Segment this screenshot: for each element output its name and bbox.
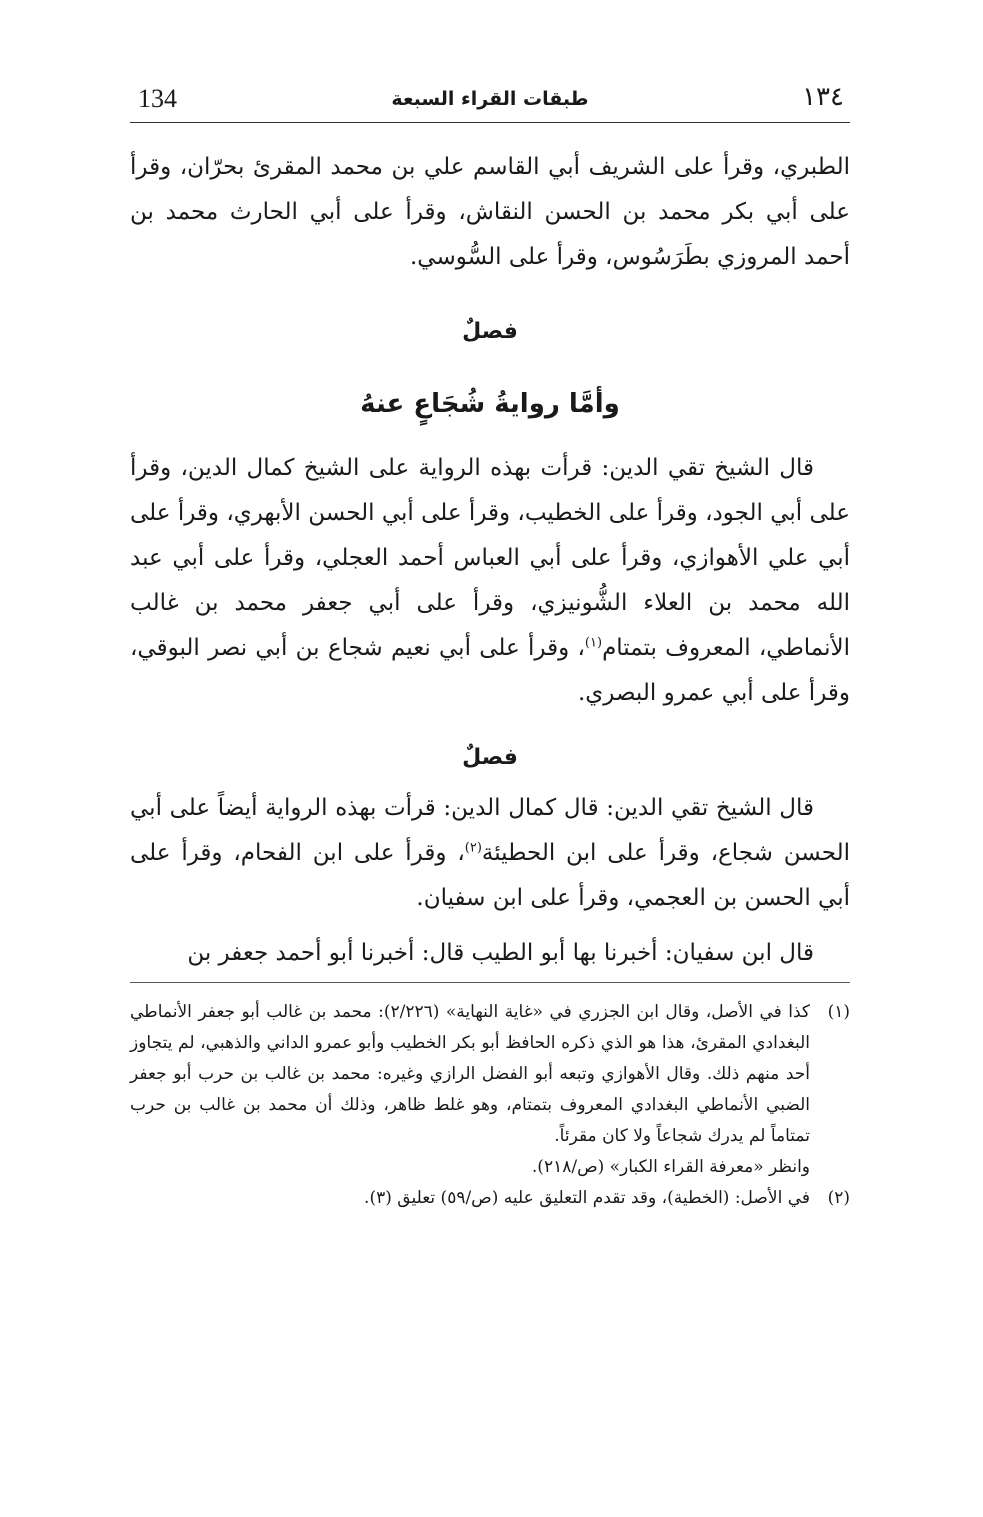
section-heading-1: فصلٌ <box>462 319 518 344</box>
page-header <box>130 70 850 123</box>
footnote-text-2: في الأصل: (الخطية)، وقد تقدم التعليق عليه (ص/٥٩) تعليق (٣). <box>364 1188 810 1208</box>
paragraph-3-text-a: قال الشيخ تقي الدين: قال كمال الدين: قرأت بهذه الرواية أيضاً على أبي الحسن شجاع، وقرأ على ابن الحطيئة <box>130 795 850 866</box>
footnote-1 <box>130 997 850 1152</box>
paragraph-1: الطبري، وقرأ على الشريف أبي القاسم علي بن محمد المقرئ بحرّان، وقرأ على أبي بكر محمد بن الحسن النقاش، وقرأ على أبي الحارث محمد بن أحمد المروزي بطَرَسُوس، وقرأ على السُّوسي. <box>130 154 850 270</box>
footnote-number-2: (٢) <box>827 1188 850 1208</box>
paragraph-3-text-b: ، وقرأ على ابن الفحام، وقرأ على أبي الحسن بن العجمي، وقرأ على ابن سفيان. <box>130 840 850 911</box>
main-text <box>130 145 850 976</box>
paragraph-2-text-b: ، وقرأ على أبي نعيم شجاع بن أبي نصر البوقي، وقرأ على أبي عمرو البصري. <box>130 635 850 706</box>
page-number-latin: 134 <box>138 84 177 113</box>
footnote-ref-2: (٢) <box>464 840 482 856</box>
paragraph-2 <box>130 446 850 716</box>
running-title: طبقات القراء السبعة <box>391 88 589 110</box>
footnotes <box>130 997 850 1214</box>
footnote-text-1: كذا في الأصل، وقال ابن الجزري في «غاية النهاية» (٢/٢٢٦): محمد بن غالب أبو جعفر الأنماطي البغدادي المقرئ، هذا هو الذي ذكره الحافظ أبو بكر الخطيب وأبو عمرو الداني والذهبي، لم يتجاوز أحد منهم ذلك. وقال الأهوازي وتبعه أبو الفضل الرازي وغيره: محمد بن غالب بن حرب أبو جعفر الضبي الأنماطي البغدادي المعروف بتمتام، وهو غلط ظاهر، وذلك أن محمد بن غالب بن حرب تمتاماً لم يدرك شجاعاً ولا كان مقرئاً. <box>130 1002 810 1146</box>
section-subheading: وأمَّا روايةُ شُجَاعٍ عنهُ <box>360 389 620 419</box>
footnote-separator <box>130 982 850 983</box>
paragraph-4: قال ابن سفيان: أخبرنا بها أبو الطيب قال: أخبرنا أبو أحمد جعفر بن <box>187 940 814 966</box>
footnote-ref-1: (١) <box>584 635 603 651</box>
paragraph-3 <box>130 786 850 921</box>
page-number-arabic: ١٣٤ <box>802 82 844 112</box>
footnote-2 <box>130 1183 850 1214</box>
footnote-number-1: (١) <box>827 1002 850 1022</box>
book-page <box>130 70 850 1470</box>
paragraph-2-text-a: قال الشيخ تقي الدين: قرأت بهذه الرواية على الشيخ كمال الدين، وقرأ على أبي الجود، وقرأ على الخطيب، وقرأ على أبي الحسن الأبهري، وقرأ على أبي علي الأهوازي، وقرأ على أبي العباس أحمد العجلي، وقرأ على أبي عبد الله محمد بن العلاء الشُّونيزي، وقرأ على أبي جعفر محمد بن غالب الأنماطي، المعروف بتمتام <box>130 455 850 661</box>
section-heading-2: فصلٌ <box>462 745 518 770</box>
footnote-1-extra: وانظر «معرفة القراء الكبار» (ص/٢١٨). <box>531 1157 810 1177</box>
